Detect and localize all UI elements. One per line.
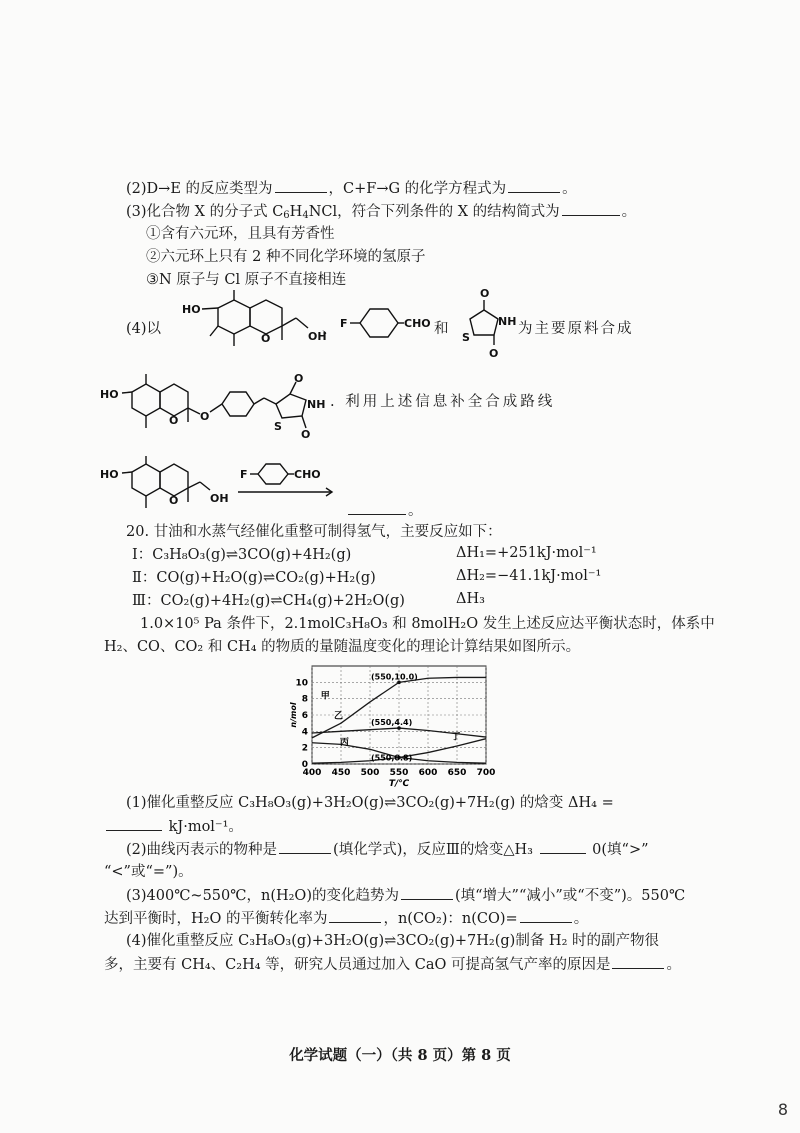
y-tick-label: 4 xyxy=(301,727,308,738)
answer-blank[interactable] xyxy=(612,954,664,969)
q20-intro: 20. 甘油和水蒸气经催化重整可制得氢气，主要反应如下： xyxy=(126,524,502,540)
q19-part4-label: (4)以 xyxy=(126,321,162,337)
x-tick-label: 700 xyxy=(476,768,496,778)
q20-sub1-line1: (1)催化重整反应 C₃H₈O₃(g)+3H₂O(g)⇌3CO₂(g)+7H₂(g) 的焓变 ΔH₄ = xyxy=(126,795,614,811)
ring-o-label-3: O xyxy=(169,494,179,507)
q20-sub4-line2: 多，主要有 CH₄、C₂H₄ 等，研究人员通过加入 CaO 可提高氢气产率的原因是 。 xyxy=(104,954,681,975)
o-top-label: O xyxy=(480,287,490,300)
x-tick-label: 600 xyxy=(418,768,438,778)
equilibrium-chart xyxy=(290,660,500,790)
s-label-2: S xyxy=(274,420,282,433)
chromanol-molecule xyxy=(168,290,328,360)
x-tick-label: 650 xyxy=(447,768,467,778)
answer-blank[interactable] xyxy=(401,885,453,900)
reaction-3: Ⅲ：CO₂(g)+4H₂(g)⇌CH₄(g)+2H₂O(g) xyxy=(132,593,405,609)
dh1: ΔH₁=+251kJ·mol⁻¹ xyxy=(456,545,597,561)
s-label: S xyxy=(462,331,470,344)
ho-label: HO xyxy=(182,303,201,316)
q20-condition-1: 1.0×10⁵ Pa 条件下，2.1molC₃H₈O₃ 和 8molH₂O 发生上述反应达平衡状态时，体系中 xyxy=(140,616,715,632)
series-label-3: 丙 xyxy=(339,738,349,749)
ether-o-label: O xyxy=(200,410,210,423)
answer-blank[interactable] xyxy=(275,178,327,193)
condition-3: ③N 原子与 Cl 原子不直接相连 xyxy=(146,272,347,288)
ho-label-2: HO xyxy=(100,388,119,401)
q20-condition-2: H₂、CO、CO₂ 和 CH₄ 的物质的量随温度变化的理论计算结果如图所示。 xyxy=(104,639,581,655)
oh-label-3: OH xyxy=(210,492,229,505)
condition-2: ②六元环上只有 2 种不同化学环境的氢原子 xyxy=(146,249,426,265)
and-word: 和 xyxy=(434,321,449,337)
condition-1: ①含有六元环，且具有芳香性 xyxy=(146,226,335,242)
q20-sub1-line2: kJ·mol⁻¹。 xyxy=(104,816,243,837)
q20-sub2-line1: (2)曲线丙表示的物种是 (填化学式)，反应Ⅲ的焓变△H₃ 0(填“>” xyxy=(126,839,649,860)
route-reagent-arrow xyxy=(234,462,344,502)
series-label-1: 甲 xyxy=(320,691,330,702)
y-tick-label: 2 xyxy=(301,743,308,754)
answer-blank[interactable] xyxy=(329,908,381,923)
route-end: 。 xyxy=(346,500,423,521)
o-label-4: O xyxy=(301,428,311,441)
page-footer: 化学试题（一）（共 8 页）第 8 页 xyxy=(289,1047,511,1064)
equilibrium-arrow: ⇌ xyxy=(384,795,397,811)
cho-label: CHO xyxy=(404,317,431,330)
nh-label: NH xyxy=(498,315,517,328)
answer-blank[interactable] xyxy=(106,816,162,831)
reaction-2: Ⅱ：CO(g)+H₂O(g)⇌CO₂(g)+H₂(g) xyxy=(132,570,376,586)
q20-sub3-line2: 达到平衡时，H₂O 的平衡转化率为 ，n(CO₂)：n(CO)= 。 xyxy=(104,908,588,929)
annotation-label: (550,10.0) xyxy=(371,672,418,682)
target-molecule xyxy=(100,372,340,442)
series-label-2: 乙 xyxy=(334,711,344,722)
answer-blank[interactable] xyxy=(562,201,620,216)
oh-label: OH xyxy=(308,330,327,343)
y-tick-label: 8 xyxy=(301,694,308,705)
synthesis-target-text: 为主要原料合成 xyxy=(518,321,634,337)
equilibrium-arrow: ⇌ xyxy=(225,547,239,563)
dh3: ΔH₃ xyxy=(456,591,485,607)
separator: 、 xyxy=(322,321,337,337)
ho-label-3: HO xyxy=(100,468,119,481)
ring-o-label-2: O xyxy=(169,414,179,427)
nh-label-2: NH xyxy=(307,398,326,411)
q20-sub2-line2: “<”或“=”)。 xyxy=(104,864,193,880)
x-tick-label: 500 xyxy=(360,768,380,778)
answer-blank[interactable] xyxy=(348,500,406,515)
x-tick-label: 400 xyxy=(302,768,322,778)
answer-blank[interactable] xyxy=(279,839,331,854)
annotation-label: (550,4.4) xyxy=(371,718,413,728)
series-label-4: 丁 xyxy=(451,732,461,743)
ring-o-label: O xyxy=(261,332,271,345)
answer-blank[interactable] xyxy=(540,839,586,854)
equilibrium-arrow: ⇌ xyxy=(263,570,276,586)
y-tick-label: 6 xyxy=(301,711,308,721)
f-label-2: F xyxy=(240,468,248,481)
x-tick-label: 450 xyxy=(331,768,351,778)
x-axis-label: T/℃ xyxy=(388,779,410,789)
o-label-3: O xyxy=(294,372,304,385)
o-bottom-label: O xyxy=(489,347,499,360)
complete-route-text: . 利用上述信息补全合成路线 xyxy=(330,394,556,410)
q20-sub3-line1: (3)400℃~550℃，n(H₂O)的变化趋势为 (填“增大”“减小”或“不变”)。550℃ xyxy=(126,885,685,906)
y-tick-label: 10 xyxy=(295,678,308,689)
answer-blank[interactable] xyxy=(520,908,572,923)
annotation-label: (550,0.8) xyxy=(371,753,413,763)
thiazolidinedione-molecule xyxy=(458,283,518,363)
y-tick-label: 0 xyxy=(301,760,308,770)
dh2: ΔH₂=−41.1kJ·mol⁻¹ xyxy=(456,568,602,584)
x-tick-label: 550 xyxy=(389,768,409,778)
y-axis-label: n/mol xyxy=(289,702,298,728)
answer-blank[interactable] xyxy=(508,178,560,193)
q19-part2: (2)D→E 的反应类型为 ，C+F→G 的化学方程式为 。 xyxy=(126,178,577,199)
page-number: 8 xyxy=(777,1100,788,1119)
equilibrium-arrow: ⇌ xyxy=(384,933,397,949)
cho-label-2: CHO xyxy=(294,468,321,481)
q19-part3: (3)化合物 X 的分子式 $C_6H_4NCl$，符合下列条件的 X 的结构简式为 。 xyxy=(126,201,636,222)
reaction-1: Ⅰ：C₃H₈O₃(g)⇌3CO(g)+4H₂(g) xyxy=(132,547,352,563)
f-label: F xyxy=(340,317,348,330)
q20-sub4-line1: (4)催化重整反应 C₃H₈O₃(g)+3H₂O(g)⇌3CO₂(g)+7H₂(g)制备 H₂ 时的副产物很 xyxy=(126,933,660,949)
route-start-molecule xyxy=(100,456,240,516)
equilibrium-arrow: ⇌ xyxy=(270,593,283,609)
